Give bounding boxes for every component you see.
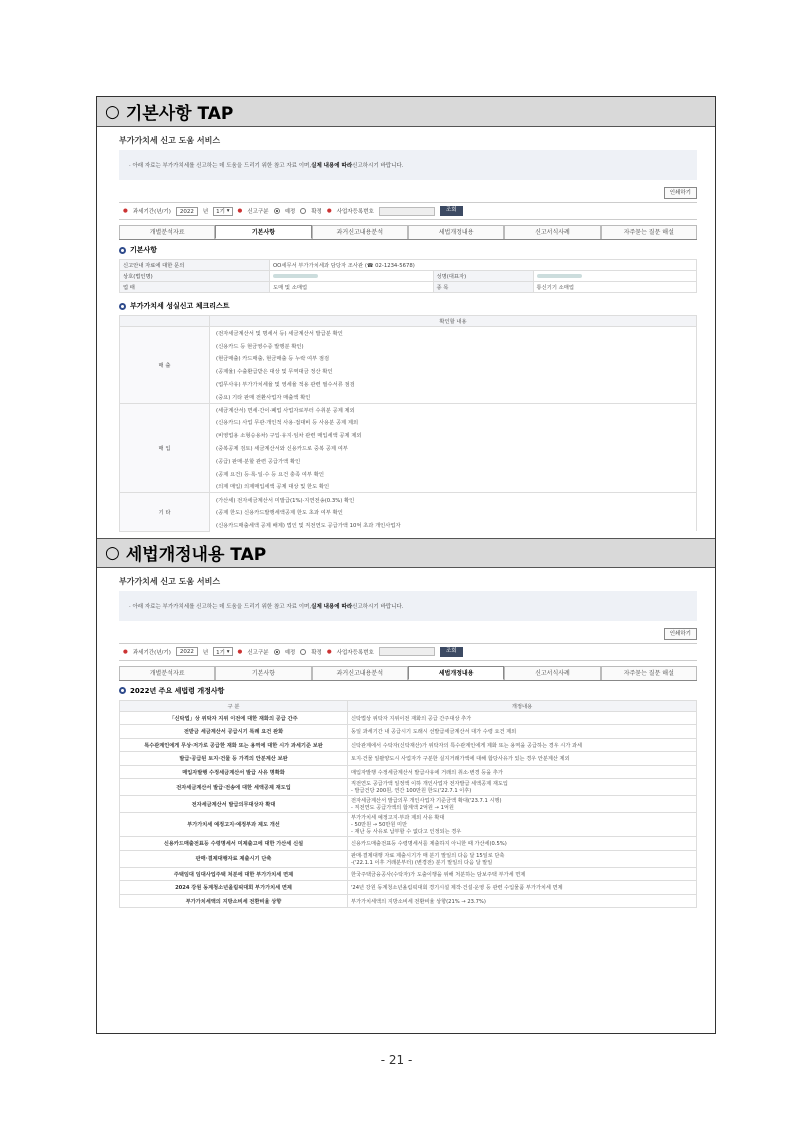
section-body-revision xyxy=(97,568,715,909)
checklist-item: (신용카드) 사업 무관·개인적 사용·접대비 등 사용분 공제 제외 xyxy=(210,416,697,429)
notice-emphasis: 실제 내용에 따라 xyxy=(311,603,353,610)
tab-item[interactable]: 개별분석자료 xyxy=(119,225,215,239)
tab-item[interactable]: 세법개정내용 xyxy=(408,225,504,239)
checklist-item: (세금계산서) 면세·간이·폐업 사업자로부터 수취분 공제 제외 xyxy=(210,403,697,416)
radio-label: 확정 xyxy=(311,209,322,215)
table-row xyxy=(120,779,697,796)
tab-item[interactable]: 세법개정내용 xyxy=(408,666,504,680)
revision-category: 2024 강원 동계청소년올림픽대회 부가가치세 면제 xyxy=(120,881,348,895)
table-row xyxy=(120,765,697,779)
category-cell: 매 입 xyxy=(120,403,210,493)
query-button[interactable]: 조회 xyxy=(440,647,463,657)
required-icon: ● xyxy=(123,648,128,655)
revision-content: 부가가치세 예정고지·부과 제외 사유 확대 - 50만원 → 50만원 미만 - 재난 등 사유로 납부할 수 없다고 인정되는 경우 xyxy=(348,813,697,837)
tab-item[interactable]: 개별분석자료 xyxy=(119,666,215,680)
revision-content: '24년 강원 동계청소년올림픽대회 경기시설 제작·건설·운영 등 관련 수입물품 부가가치세 면제 xyxy=(348,881,697,895)
notice-box xyxy=(119,591,697,621)
table-row xyxy=(120,894,697,908)
bullet-dot-icon xyxy=(119,247,126,254)
header-cell: 개정내용 xyxy=(348,700,697,711)
checklist-item: (신용카드 등 현금영수증 발행분 확인) xyxy=(210,339,697,352)
info-label: 신고안내 자료에 대한 문의 xyxy=(120,260,270,271)
revision-category: 매입자발행 수정세금계산서 발급 사유 명확화 xyxy=(120,765,348,779)
revision-category: 전자세금계산서 발급·전송에 대한 세액공제 재도입 xyxy=(120,779,348,796)
info-value: 통신기기 소매업 xyxy=(533,282,697,293)
radio-label: 확정 xyxy=(311,649,322,656)
filter-row xyxy=(119,643,697,661)
checklist-item: (중요) 기타 판매 전환사업자 매출액 확인 xyxy=(210,390,697,403)
biz-number-input[interactable] xyxy=(379,647,435,656)
chevron-down-icon: ▾ xyxy=(224,208,230,214)
table-row xyxy=(120,867,697,881)
revision-category: 발급·공급된 토지·건물 등 가격의 안분계산 보완 xyxy=(120,752,348,766)
category-cell: 매 출 xyxy=(120,327,210,404)
table-row xyxy=(120,260,697,271)
table-row xyxy=(120,725,697,739)
header-cell: 확인할 내용 xyxy=(210,316,697,327)
term-select[interactable]: 1기 ▾ xyxy=(213,207,232,216)
required-icon: ● xyxy=(326,648,332,655)
type-label: 신고구분 xyxy=(247,649,269,656)
table-row xyxy=(120,282,697,293)
revision-category: 전자세금계산서 발급의무대상자 확대 xyxy=(120,796,348,813)
biz-number-label: 사업자등록번호 xyxy=(336,649,374,656)
period-label: 과세기간(년/기) xyxy=(132,209,171,215)
revision-content: 직전연도 공급가액 일정액 이하 개인사업자 전자발급 세액공제 재도입 - 발급건당 200원, 연간 100만원 한도('22.7.1 이후) xyxy=(348,779,697,796)
notice-text-end: 신고하시기 바랍니다. xyxy=(352,163,404,169)
table-row xyxy=(120,738,697,752)
revision-table xyxy=(119,700,697,909)
checklist-item: (가산세) 전자세금계산서 미발급(1%)·지연전송(0.3%) 확인 xyxy=(210,493,697,506)
basic-info-table xyxy=(119,259,697,293)
tab-bar xyxy=(119,666,697,681)
term-select[interactable]: 1기 ▾ xyxy=(213,647,232,656)
checklist-item: (업무사유) 부가가치세율 및 영세율 적용 관련 필수서류 점검 xyxy=(210,378,697,391)
checklist-item: (비영업용 소형승용차) 구입·유지·임차 관련 매입세액 공제 제외 xyxy=(210,429,697,442)
heading-text: 부가가치세 성실신고 체크리스트 xyxy=(130,302,230,310)
tab-bar xyxy=(119,225,697,240)
year-unit: 년 xyxy=(202,649,209,656)
query-button[interactable]: 조회 xyxy=(440,206,463,216)
circle-bullet-icon: ○ xyxy=(105,542,120,563)
revision-content: 한국주택금융공사(수탁자)가 도출이행을 위해 처분하는 담보주택 부가세 면제 xyxy=(348,867,697,881)
radio-final[interactable] xyxy=(300,649,306,655)
circle-bullet-icon: ○ xyxy=(105,101,120,122)
checklist-table xyxy=(119,315,697,532)
notice-text-end: 신고하시기 바랍니다. xyxy=(352,603,404,610)
radio-preliminary[interactable] xyxy=(274,208,280,214)
year-input[interactable]: 2022 xyxy=(176,207,198,216)
table-row xyxy=(120,493,697,506)
year-unit: 년 xyxy=(202,209,209,215)
print-button[interactable]: 인쇄하기 xyxy=(664,187,697,199)
revision-category: 전받금 세금계산서 공급시기 특례 요건 완화 xyxy=(120,725,348,739)
tab-item[interactable]: 신고서식사례 xyxy=(504,225,600,239)
page-number: - 21 - xyxy=(380,1053,413,1067)
tab-item[interactable]: 과거신고내용분석 xyxy=(312,666,408,680)
notice-text: · 아래 자료는 부가가치세를 신고하는 데 도움을 드리기 위한 참고 자료 이며, xyxy=(129,163,312,169)
period-label: 과세기간(년/기) xyxy=(132,649,171,656)
radio-preliminary[interactable] xyxy=(274,649,280,655)
checklist-item: (중복공제 검토) 세금계산서와 신용카드로 중복 공제 여부 xyxy=(210,442,697,455)
service-title: 부가가치세 신고 도움 서비스 xyxy=(119,576,221,586)
section-title: 세법개정내용 TAP xyxy=(125,545,267,566)
biz-number-input[interactable] xyxy=(379,207,435,216)
info-label: 성명(대표자) xyxy=(433,271,533,282)
revision-category: 부가가치세액의 지방소비세 전환비율 상향 xyxy=(120,894,348,908)
tab-item[interactable]: 기본사항 xyxy=(215,225,311,239)
info-label: 종 목 xyxy=(433,282,533,293)
info-value: 도매 및 소매업 xyxy=(270,282,434,293)
revision-category: 특수관계인에게 무상·저가로 공급한 재화 또는 용역에 대한 시가 과세기준 보완 xyxy=(120,738,348,752)
revision-content: 매입자발행 수정세금계산서 발급사유에 거래의 취소·변경 등을 추가 xyxy=(348,765,697,779)
radio-label: 예정 xyxy=(284,209,296,215)
table-row xyxy=(120,796,697,813)
revision-content: 판매·결제대행 자료 제출시기가 매 분기 말일의 다음 달 15일로 단축 -('22.1.1 이후 거래분부터) (변경전) 분기 말일의 다음 달 말일 xyxy=(348,850,697,867)
section-header-revision xyxy=(97,538,715,568)
required-icon: ● xyxy=(326,208,332,214)
basic-info-heading xyxy=(119,245,697,255)
tab-item[interactable]: 자주묻는 질문 해설 xyxy=(601,666,697,680)
notice-text: · 아래 자료는 부가가치세를 신고하는 데 도움을 드리기 위한 참고 자료 이며, xyxy=(129,603,312,610)
table-row xyxy=(120,403,697,416)
info-label: 상호(법인명) xyxy=(120,271,270,282)
required-icon: ● xyxy=(237,648,243,655)
required-icon: ● xyxy=(237,208,243,214)
tab-item[interactable]: 과거신고내용분석 xyxy=(312,225,408,239)
tab-item[interactable]: 신고서식사례 xyxy=(504,666,600,680)
print-button[interactable]: 인쇄하기 xyxy=(664,628,697,640)
checklist-item: (신용카드매출세액 공제 배제) 법인 및 직전연도 공급가액 10억 초과 개인사업자 xyxy=(210,518,697,531)
bullet-dot-icon xyxy=(119,303,126,310)
header-cell xyxy=(120,316,210,327)
radio-label: 예정 xyxy=(284,649,296,656)
info-value xyxy=(533,271,697,282)
checklist-item: (전자세금계산서 및 명세서 등) 세금계산서 발급분 확인 xyxy=(210,327,697,340)
filter-row xyxy=(119,202,697,220)
bullet-dot-icon xyxy=(119,687,126,694)
notice-emphasis: 실제 내용에 따라 xyxy=(311,163,353,169)
header-cell: 구 분 xyxy=(120,700,348,711)
revision-category: 신용카드매출전표등 수령명세서 미제출고에 대한 가산세 신설 xyxy=(120,837,348,851)
year-input[interactable]: 2022 xyxy=(176,647,198,656)
table-row xyxy=(120,752,697,766)
radio-final[interactable] xyxy=(300,208,306,214)
section-title: 기본사항 TAP xyxy=(125,104,234,124)
table-row xyxy=(120,837,697,851)
table-row xyxy=(120,327,697,340)
table-row xyxy=(120,271,697,282)
revision-category: 판매·결제대행자료 제출시기 단축 xyxy=(120,850,348,867)
revision-content: 신탁법상 위탁자 지위이전 재화의 공급 간주대상 추가 xyxy=(348,711,697,725)
revision-category: 주택임대 임대사업주택 처분에 대한 부가가치세 면제 xyxy=(120,867,348,881)
checklist-item: (공제율) 수출환급받은 대상 및 무역대금 정산 확인 xyxy=(210,365,697,378)
revision-content: 신용카드매출전표등 수령명세서를 제출하지 아니한 때 가산세(0.5%) xyxy=(348,837,697,851)
required-icon: ● xyxy=(123,208,128,214)
checklist-item: (공제 요건) 등·록·일·수 등 요건 충족 여부 확인 xyxy=(210,467,697,480)
table-row xyxy=(120,711,697,725)
section-header-basic xyxy=(97,97,715,127)
checklist-item: (공제 한도) 신용카드발행세액공제 한도 초과 여부 확인 xyxy=(210,506,697,519)
category-cell: 기 타 xyxy=(120,493,210,531)
revision-category: 「신탁법」상 위탁자 지위 이전에 대한 재화의 공급 간주 xyxy=(120,711,348,725)
section-body-basic xyxy=(97,127,715,532)
table-row xyxy=(120,850,697,867)
table-row xyxy=(120,813,697,837)
type-label: 신고구분 xyxy=(247,209,269,215)
revision-content: 전자세금계산서 발급의무 개인사업자 기준금액 확대('23.7.1 시행) - 직전연도 공급가액의 합계액 2억원 → 1억원 xyxy=(348,796,697,813)
chevron-down-icon: ▾ xyxy=(224,648,230,655)
revision-heading xyxy=(119,686,697,696)
revision-category: 부가가치세 예정고지·예정부과 제도 개선 xyxy=(120,813,348,837)
heading-text: 2022년 주요 세법령 개정사항 xyxy=(130,686,225,695)
revision-content: 토지·건물 일괄양도시 사업자가 구분한 실지거래가액에 대해 합당사유가 있는 경우 안분계산 제외 xyxy=(348,752,697,766)
checklist-item: (공급) 판매·분할 관련 공급가액 확인 xyxy=(210,454,697,467)
checklist-item: (의제 매입) 의제매입세액 공제 대상 및 한도 확인 xyxy=(210,480,697,493)
document-frame xyxy=(96,96,716,1034)
revision-content: 신탁관계에서 수탁자(신탁재산)가 위탁자의 특수관계인에게 제화 또는 용역을 공급하는 경우 시가 과세 xyxy=(348,738,697,752)
table-row xyxy=(120,881,697,895)
redacted-value xyxy=(537,274,582,278)
checklist-item: (현금매출) 카드매출, 현금매출 등 누락 여부 점검 xyxy=(210,352,697,365)
info-value xyxy=(270,271,434,282)
info-value: OO세무서 부가가치세과 담당자 조사관 (☎ 02-1234-5678) xyxy=(270,260,697,271)
redacted-value xyxy=(273,274,318,278)
tab-item[interactable]: 자주묻는 질문 해설 xyxy=(601,225,697,239)
notice-box xyxy=(119,150,697,180)
service-title: 부가가치세 신고 도움 서비스 xyxy=(119,136,221,145)
revision-content: 동일 과세기간 내 공급시기 도래시 선발급세금계산서 대가 수령 요건 제외 xyxy=(348,725,697,739)
info-label: 업 태 xyxy=(120,282,270,293)
heading-text: 기본사항 xyxy=(130,246,158,254)
revision-content: 부가가치세액의 지방소비세 전환비율 상향(21% → 23.7%) xyxy=(348,894,697,908)
checklist-heading xyxy=(119,301,697,311)
tab-item[interactable]: 기본사항 xyxy=(215,666,311,680)
biz-number-label: 사업자등록번호 xyxy=(336,209,374,215)
